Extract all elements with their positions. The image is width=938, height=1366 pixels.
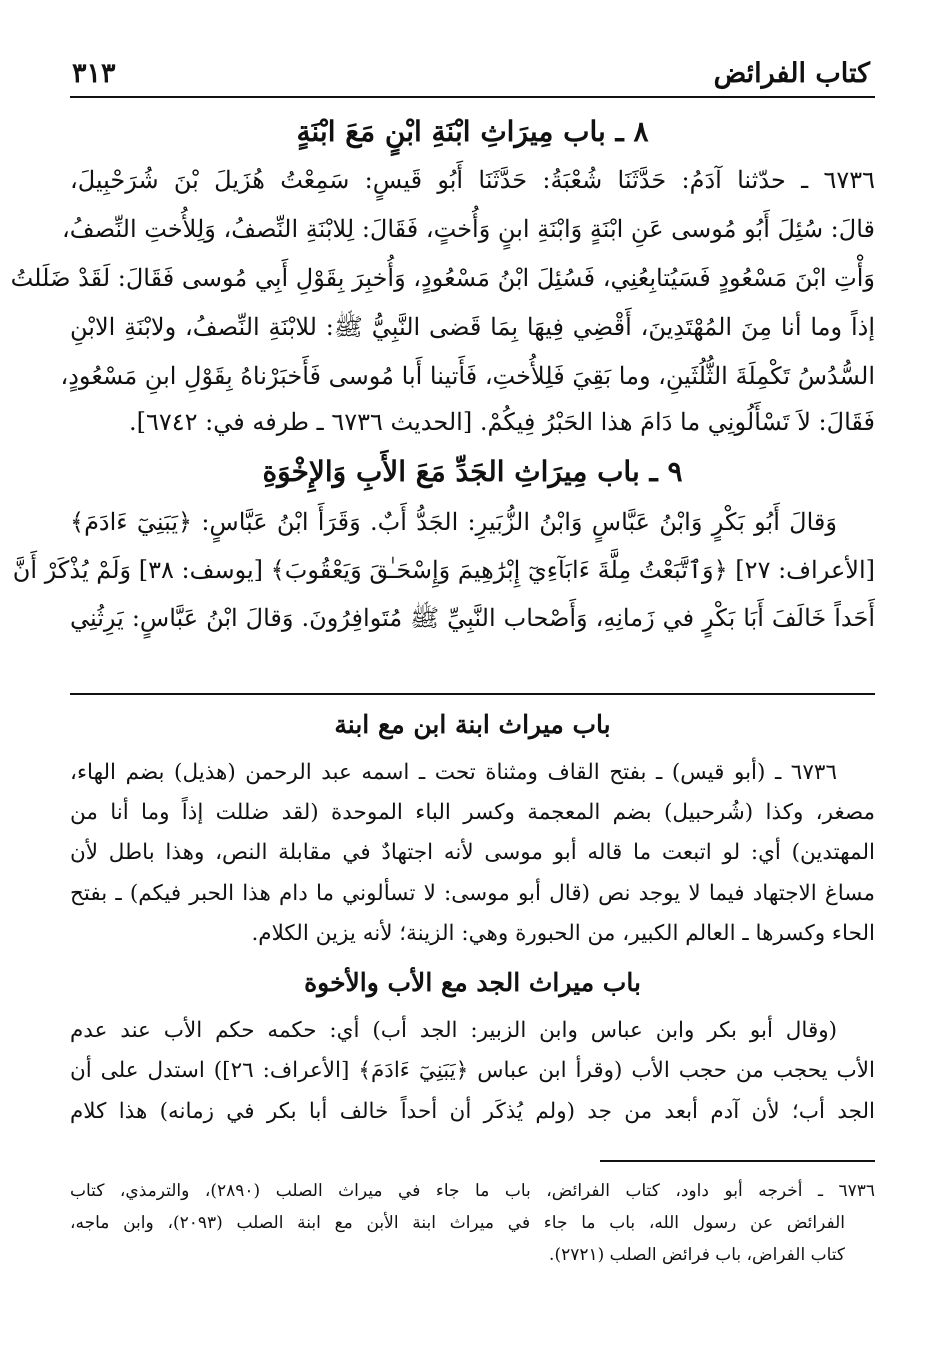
- chapter-text-line: [الأعراف: ٢٧] ﴿وَٱتَّبَعْتُ مِلَّةَ ءَابَآءِيٓ إِبْرَٰهِيمَ وَإِسْحَـٰقَ وَيَعْقُوبَ﴾ [يوسف: ٣٨] وَلَمْ يُذْكَرْ أَنَّ: [12, 556, 875, 584]
- commentary-line: الأب يحجب من حجب الأب (وقرأ ابن عباس ﴿يَبَنِيٓ ءَادَمَ﴾ [الأعراف: ٢٦]) استدل على أن: [70, 1058, 875, 1083]
- footnote-line: الفرائض عن رسول الله، باب ما جاء في ميراث ابنة الأبن مع ابنة الصلب (٢٠٩٣)، وابن ماجه،: [70, 1213, 845, 1233]
- commentary-separator: [70, 693, 875, 695]
- footnote-line: ٦٧٣٦ ـ أخرجه أبو داود، كتاب الفرائض، باب ما جاء في ميراث الصلب (٢٨٩٠)، والترمذي، كتاب: [70, 1181, 875, 1201]
- hadith-line: قالَ: سُئِلَ أَبُو مُوسى عَنِ ابْنَةٍ وَابْنَةِ ابنٍ وَأُختٍ، فَقَالَ: لِلابْنَةِ النِّصفُ، وَلِلأُختِ النِّصفُ،: [62, 215, 875, 243]
- commentary-line: الجد أب؛ لأن آدم أبعد من جد (ولم يُذكَر أن أحداً خالف أبا بكر في زمانه) هذا كلام: [70, 1099, 875, 1124]
- commentary-line: ٦٧٣٦ ـ (أبو قيس) ـ بفتح القاف ومثناة تحت ـ اسمه عبد الرحمن (هذيل) بضم الهاء،: [70, 760, 837, 785]
- commentary-line: الحاء وكسرها ـ العالم الكبير، من الحبورة وهي: الزينة؛ لأنه يزين الكلام.: [251, 921, 875, 946]
- commentary-heading-1: باب ميراث ابنة ابن مع ابنة: [334, 710, 611, 739]
- header-rule: [70, 96, 875, 98]
- chapter-text-line: أَحَداً خَالَفَ أَبَا بَكْرٍ في زَمانِهِ، وَأَصْحاب النَّبِيِّ ﷺ مُتَوافِرُونَ. وَقالَ ابْنُ عَبَّاسٍ: يَرِثُنِي: [70, 604, 875, 632]
- hadith-line: فَقَالَ: لاَ تَسْأَلُونِي ما دَامَ هذا الحَبْرُ فِيكُمْ. [الحديث ٦٧٣٦ ـ طرفه في: ٦٧٤٢].: [128, 408, 875, 436]
- commentary-line: مساغ الاجتهاد فيما لا يوجد نص (قال أبو موسى: لا تسألوني ما دام هذا الحبر فيكم) ـ بفتح: [70, 881, 875, 906]
- footnote-line: كتاب الفراض، باب فرائض الصلب (٢٧٢١).: [549, 1245, 845, 1265]
- hadith-line: ٦٧٣٦ ـ حدّثنا آدَمُ: حَدَّثَنَا شُعْبَةُ: حَدَّثَنَا أَبُو قَيسٍ: سَمِعْتُ هُزَيلَ بْنَ شُرَحْبِيلَ،: [70, 166, 875, 194]
- chapter-text-line: وَقالَ أَبُو بَكْرٍ وَابْنُ عَبَّاسٍ وَابْنُ الزُّبَيرِ: الجَدُّ أَبٌ. وَقَرَأَ ابْنُ عَبَّاسٍ: ﴿يَبَنِيٓ ءَادَمَ﴾: [70, 508, 837, 536]
- commentary-line: المهتدين) أي: لو اتبعت ما قاله أبو موسى لأنه اجتهادٌ في مقابلة النص، وهذا باطل لأن: [70, 840, 875, 865]
- chapter-heading-9: ٩ ـ باب مِيرَاثِ الجَدِّ مَعَ الأَبِ وَالإِخْوَةِ: [262, 455, 683, 488]
- chapter-heading-8: ٨ ـ باب مِيرَاثِ ابْنَةِ ابْنٍ مَعَ ابْنَةٍ: [296, 115, 649, 148]
- hadith-line: إذاً وما أنا مِنَ المُهْتَدِينَ، أَقْضِي فِيهَا بِمَا قَضى النَّبِيُّ ﷺ: للابْنَةِ النِّصفُ، ولابْنَةِ الابْنِ: [70, 313, 875, 341]
- commentary-heading-2: باب ميراث الجد مع الأب والأخوة: [304, 968, 641, 997]
- commentary-line: مصغر، وكذا (شُرحبيل) بضم المعجمة وكسر الباء الموحدة (لقد ضللت إذاً وما أنا من: [70, 800, 875, 825]
- commentary-line: (وقال أبو بكر وابن عباس وابن الزبير: الجد أب) أي: حكمه حكم الأب عند عدم: [70, 1018, 837, 1043]
- running-header-title: كتاب الفرائض: [713, 58, 870, 89]
- footnote-separator: [600, 1160, 875, 1162]
- hadith-line: وَأْتِ ابْنَ مَسْعُودٍ فَسَيُتابِعُنِي، فَسُئِلَ ابْنُ مَسْعُودٍ، وَأُخبِرَ بِقَوْلِ أَبِي مُوسى فَقَالَ: لَقَدْ ضَلَلتُ: [10, 264, 875, 292]
- hadith-line: السُّدُسُ تَكْمِلَةَ الثُّلُثَينِ، وما بَقِيَ فَلِلأُختِ، فَأَتينا أَبا مُوسى فَأَخبَرْناهُ بِقَوْلِ ابنِ مَسْعُودٍ،: [60, 362, 875, 390]
- page-number: ٣١٣: [72, 58, 116, 89]
